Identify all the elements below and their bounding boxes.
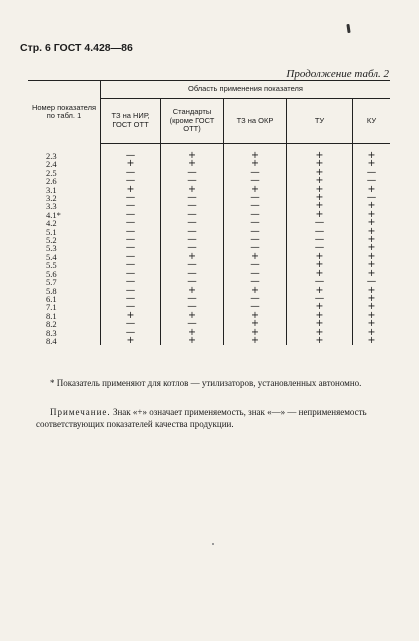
applicability-cell: +	[224, 144, 287, 161]
applicability-cell: —	[161, 236, 224, 244]
table-row	[28, 287, 390, 295]
applicability-cell: +	[353, 287, 391, 295]
applicability-cell: +	[353, 219, 391, 227]
applicability-cell: —	[161, 270, 224, 278]
ink-speck	[212, 543, 214, 545]
applicability-cell: —	[101, 278, 161, 286]
row-number: 6.1	[46, 293, 57, 304]
applicability-cell: +	[353, 236, 391, 244]
applicability-cell: +	[101, 312, 161, 320]
row-number: 2.5	[46, 167, 57, 178]
row-number: 5.3	[46, 243, 57, 254]
applicability-cell: —	[101, 244, 161, 252]
table-row	[28, 202, 390, 210]
applicability-cell: —	[287, 219, 353, 227]
applicability-table	[28, 80, 390, 345]
applicability-cell: +	[224, 160, 287, 168]
applicability-cell: +	[353, 337, 391, 345]
table-row	[28, 144, 390, 161]
applicability-cell: +	[287, 261, 353, 269]
applicability-cell: —	[224, 295, 287, 303]
table-row	[28, 228, 390, 236]
applicability-cell: —	[224, 219, 287, 227]
applicability-cell: +	[224, 253, 287, 261]
table-row	[28, 244, 390, 252]
col-header-tz-okr: ТЗ на ОКР	[224, 99, 287, 144]
row-number: 5.7	[46, 277, 57, 288]
applicability-cell: +	[287, 211, 353, 219]
applicability-cell: +	[287, 312, 353, 320]
applicability-cell: +	[287, 270, 353, 278]
applicability-cell: —	[161, 228, 224, 236]
applicability-cell: —	[224, 270, 287, 278]
col-header-standards: Стандарты (кроме ГОСТ ОТТ)	[161, 99, 224, 144]
row-number: 2.4	[46, 159, 57, 170]
table-row	[28, 312, 390, 320]
applicability-cell: +	[161, 144, 224, 161]
applicability-cell: +	[353, 270, 391, 278]
row-number: 4.2	[46, 218, 57, 229]
applicability-cell: +	[287, 169, 353, 177]
applicability-cell: —	[161, 295, 224, 303]
applicability-cell: —	[287, 295, 353, 303]
applicability-cell: —	[224, 303, 287, 311]
applicability-cell: —	[161, 303, 224, 311]
applicability-cell: —	[161, 244, 224, 252]
applicability-cell: —	[101, 295, 161, 303]
applicability-cell: +	[287, 160, 353, 168]
applicability-cell: —	[161, 211, 224, 219]
row-number: 2.3	[46, 150, 57, 161]
applicability-cell: +	[353, 228, 391, 236]
applicability-cell: +	[224, 312, 287, 320]
table-row	[28, 194, 390, 202]
applicability-cell: +	[224, 287, 287, 295]
table-row	[28, 219, 390, 227]
applicability-cell: —	[224, 228, 287, 236]
applicability-cell: +	[161, 329, 224, 337]
row-number: 5.4	[46, 251, 57, 262]
applicability-cell: —	[101, 303, 161, 311]
applicability-cell: +	[161, 186, 224, 194]
table-row	[28, 211, 390, 219]
applicability-cell: +	[161, 312, 224, 320]
row-number: 4.1*	[46, 209, 61, 220]
applicability-cell: +	[287, 287, 353, 295]
applicability-cell: —	[224, 278, 287, 286]
applicability-cell: —	[161, 202, 224, 210]
applicability-cell: —	[287, 278, 353, 286]
note-label: Примечание.	[50, 407, 111, 417]
applicability-cell: +	[287, 303, 353, 311]
row-number: 8.2	[46, 319, 57, 330]
applicability-cell: +	[101, 337, 161, 345]
table-row	[28, 261, 390, 269]
table-row	[28, 329, 390, 337]
row-number: 5.5	[46, 260, 57, 271]
applicability-cell: —	[224, 169, 287, 177]
note-text: Знак «+» означает применяемость, знак «—» — неприменяемость соответствующих показателей качества продукции.	[36, 407, 367, 429]
applicability-cell: +	[353, 312, 391, 320]
applicability-cell: —	[101, 219, 161, 227]
applicability-cell: —	[353, 194, 391, 202]
applicability-cell: +	[353, 211, 391, 219]
applicability-cell: —	[101, 236, 161, 244]
table-body	[28, 144, 390, 346]
applicability-cell: —	[101, 329, 161, 337]
applicability-cell: —	[101, 202, 161, 210]
applicability-cell: +	[287, 329, 353, 337]
applicability-cell: +	[287, 177, 353, 185]
applicability-cell: +	[287, 202, 353, 210]
row-number: 5.6	[46, 268, 57, 279]
applicability-cell: +	[353, 244, 391, 252]
table-row	[28, 320, 390, 328]
table-row	[28, 160, 390, 168]
applicability-cell: —	[224, 177, 287, 185]
applicability-cell: +	[101, 186, 161, 194]
applicability-cell: —	[224, 236, 287, 244]
applicability-cell: +	[224, 186, 287, 194]
applicability-cell: —	[287, 244, 353, 252]
table-row	[28, 253, 390, 261]
applicability-cell: +	[353, 160, 391, 168]
applicability-cell: +	[161, 253, 224, 261]
applicability-cell: —	[353, 177, 391, 185]
applicability-cell: —	[101, 144, 161, 161]
applicability-cell: —	[224, 194, 287, 202]
note	[36, 406, 386, 430]
row-number: 5.8	[46, 285, 57, 296]
applicability-cell: —	[161, 261, 224, 269]
row-number: 8.3	[46, 327, 57, 338]
applicability-cell: +	[161, 337, 224, 345]
col-header-index: Номер показателя по табл. 1	[28, 81, 101, 144]
applicability-cell: —	[224, 211, 287, 219]
applicability-cell: —	[161, 320, 224, 328]
row-number: 8.4	[46, 335, 57, 346]
applicability-cell: —	[101, 261, 161, 269]
row-number: 3.3	[46, 201, 57, 212]
table-row	[28, 278, 390, 286]
applicability-cell: —	[101, 169, 161, 177]
table-row	[28, 270, 390, 278]
col-header-ku: КУ	[353, 99, 391, 144]
col-header-tz-nir: ТЗ на НИР, ГОСТ ОТТ	[101, 99, 161, 144]
applicability-cell: +	[287, 253, 353, 261]
row-number: 3.2	[46, 193, 57, 204]
applicability-cell: +	[353, 295, 391, 303]
applicability-cell: +	[353, 186, 391, 194]
applicability-cell: +	[287, 194, 353, 202]
applicability-cell: +	[287, 144, 353, 161]
row-number: 5.1	[46, 226, 57, 237]
ink-mark	[346, 24, 350, 33]
col-header-scope: Область применения показателя	[101, 81, 391, 99]
row-number: 8.1	[46, 310, 57, 321]
applicability-cell: —	[101, 177, 161, 185]
page-header: Стр. 6 ГОСТ 4.428—86	[20, 42, 133, 54]
col-header-tu: ТУ	[287, 99, 353, 144]
applicability-cell: +	[353, 303, 391, 311]
applicability-cell: —	[224, 244, 287, 252]
table-row	[28, 186, 390, 194]
applicability-cell: —	[161, 177, 224, 185]
applicability-cell: —	[101, 253, 161, 261]
applicability-cell: —	[161, 219, 224, 227]
applicability-cell: —	[353, 278, 391, 286]
row-number: 7.1	[46, 302, 57, 313]
applicability-cell: +	[353, 202, 391, 210]
applicability-cell: —	[101, 211, 161, 219]
applicability-cell: +	[287, 320, 353, 328]
applicability-cell: +	[353, 320, 391, 328]
applicability-cell: +	[101, 160, 161, 168]
applicability-cell: —	[161, 278, 224, 286]
applicability-cell: —	[353, 169, 391, 177]
applicability-cell: —	[161, 194, 224, 202]
table-row	[28, 337, 390, 345]
applicability-cell: —	[101, 194, 161, 202]
applicability-cell: +	[353, 144, 391, 161]
applicability-cell: —	[287, 228, 353, 236]
applicability-cell: —	[224, 202, 287, 210]
table-row	[28, 295, 390, 303]
applicability-cell: +	[287, 337, 353, 345]
applicability-cell: +	[161, 160, 224, 168]
applicability-cell: —	[287, 236, 353, 244]
applicability-cell: —	[224, 261, 287, 269]
table-continuation-caption: Продолжение табл. 2	[286, 68, 389, 80]
applicability-cell: +	[224, 337, 287, 345]
applicability-cell: +	[224, 320, 287, 328]
applicability-cell: +	[353, 261, 391, 269]
applicability-cell: +	[353, 253, 391, 261]
table-row	[28, 169, 390, 177]
footnote: * Показатель применяют для котлов — утилизаторов, установленных автономно.	[50, 378, 362, 388]
applicability-cell: —	[101, 320, 161, 328]
table-row	[28, 177, 390, 185]
applicability-cell: +	[353, 329, 391, 337]
row-number: 2.6	[46, 176, 57, 187]
row-number: 3.1	[46, 184, 57, 195]
applicability-cell: +	[224, 329, 287, 337]
applicability-cell: —	[101, 270, 161, 278]
applicability-cell: —	[161, 169, 224, 177]
row-number: 5.2	[46, 235, 57, 246]
applicability-cell: —	[101, 228, 161, 236]
table-row	[28, 303, 390, 311]
table-row	[28, 236, 390, 244]
applicability-cell: —	[101, 287, 161, 295]
applicability-cell: +	[287, 186, 353, 194]
applicability-cell: +	[161, 287, 224, 295]
